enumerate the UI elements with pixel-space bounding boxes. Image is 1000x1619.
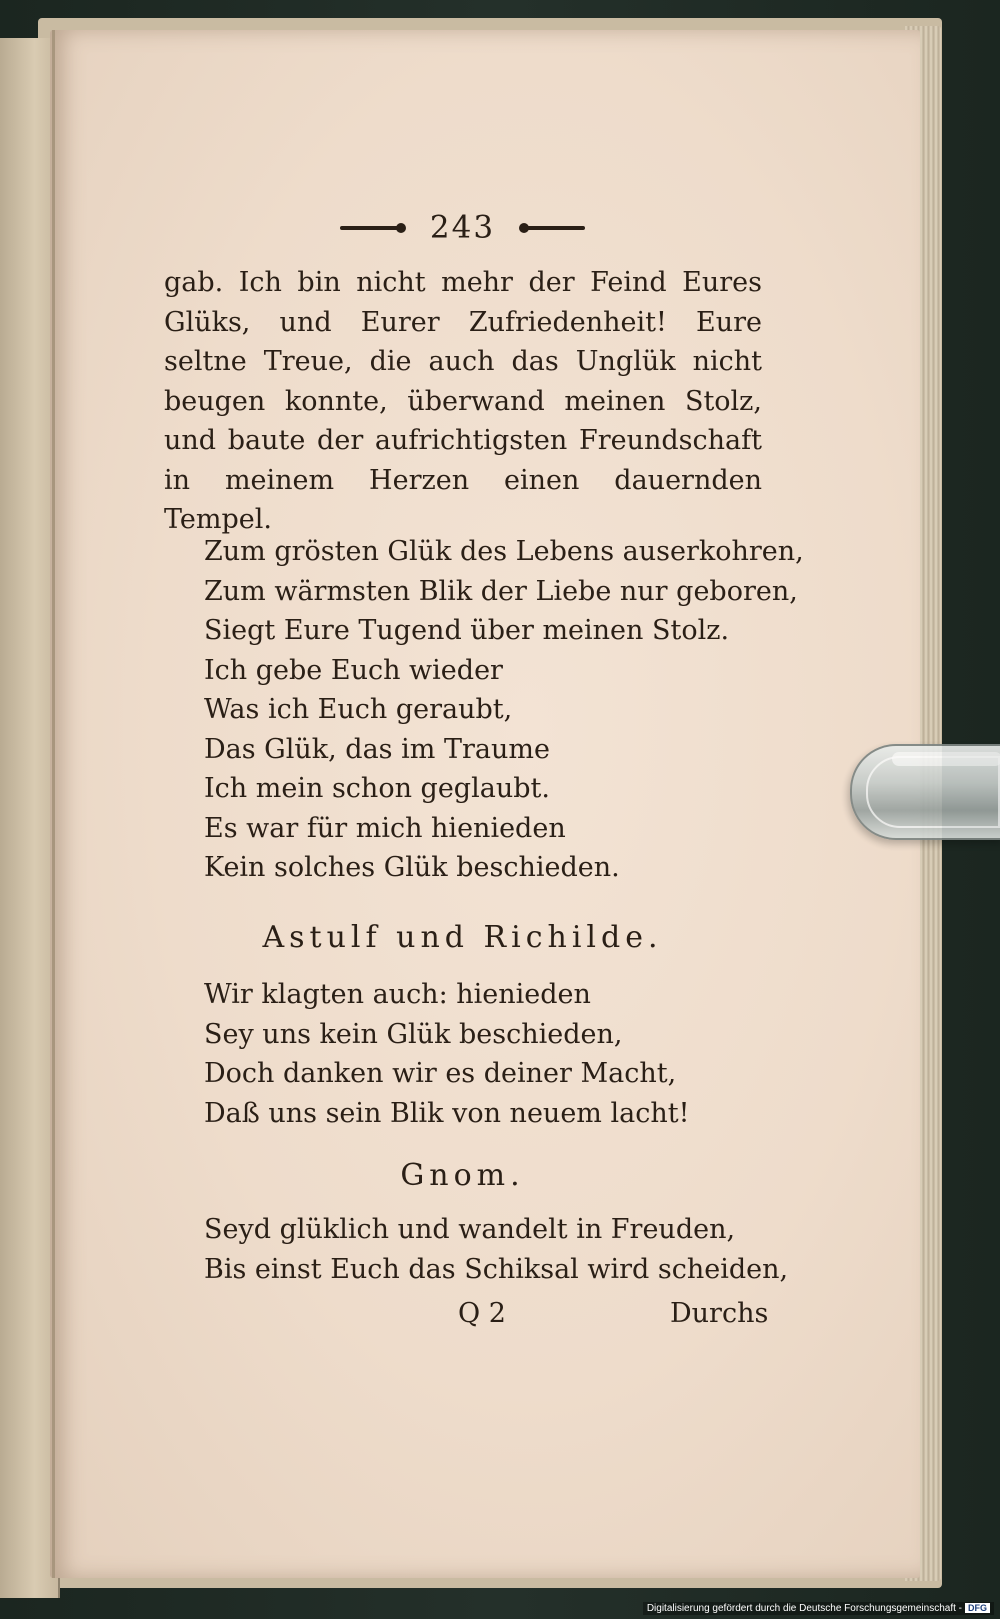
verse-line: Daß uns sein Blik von neuem lacht! xyxy=(204,1097,690,1129)
verse-line: Ich mein schon geglaubt. xyxy=(204,773,550,804)
page-holder-clip xyxy=(850,744,1000,840)
verse-line: Zum grösten Glük des Lebens auserkohren, xyxy=(204,536,804,567)
verse-line: Das Glük, das im Traume xyxy=(204,733,550,765)
page-number: 243 xyxy=(429,209,496,246)
signature-mark: Q 2 xyxy=(458,1298,506,1329)
verse-stanza-3 xyxy=(204,1210,804,1289)
right-ornament-icon xyxy=(523,226,585,230)
speaker-heading: Gnom. xyxy=(400,1158,525,1193)
prose-paragraph: gab. Ich bin nicht mehr der Feind Eures Glüks, und Eurer Zufriedenheit! Eure seltne Treue, die auch das Unglük nicht beugen konnte, überwand meinen Stolz, und baute der aufrichtigsten Freundschaft in meinem Herzen einen dauernden Tempel. xyxy=(164,267,762,535)
clip-highlight xyxy=(892,752,1000,766)
verse-line: Kein solches Glük beschieden. xyxy=(204,852,620,883)
verse-stanza-1 xyxy=(204,532,804,888)
verse-line: Sey uns kein Glük beschieden, xyxy=(204,1018,623,1050)
verse-line: Es war für mich hienieden xyxy=(204,812,566,844)
verse-line: Bis einst Euch das Schiksal wird scheiden, xyxy=(204,1253,789,1285)
speaker-heading: Astulf und Richilde. xyxy=(262,920,663,955)
verse-line: Ich gebe Euch wieder xyxy=(204,654,503,686)
left-ornament-icon xyxy=(340,226,402,230)
verse-line: Seyd glüklich und wandelt in Freuden, xyxy=(204,1214,736,1245)
verse-line: Was ich Euch geraubt, xyxy=(204,694,513,725)
digitization-credit xyxy=(643,1602,994,1615)
credit-text: Digitalisierung gefördert durch die Deutsche Forschungsgemeinschaft - xyxy=(646,1603,962,1614)
dfg-logo: DFG xyxy=(965,1603,990,1613)
clip-rim xyxy=(866,756,1000,828)
verse-line: Zum wärmsten Blik der Liebe nur geboren, xyxy=(204,575,798,607)
catchword: Durchs xyxy=(670,1298,769,1329)
verse-line: Wir klagten auch: hienieden xyxy=(204,979,591,1010)
verse-line: Siegt Eure Tugend über meinen Stolz. xyxy=(204,615,730,646)
page-header xyxy=(0,208,925,246)
verse-stanza-2 xyxy=(204,975,804,1133)
verse-line: Doch danken wir es deiner Macht, xyxy=(204,1058,677,1089)
